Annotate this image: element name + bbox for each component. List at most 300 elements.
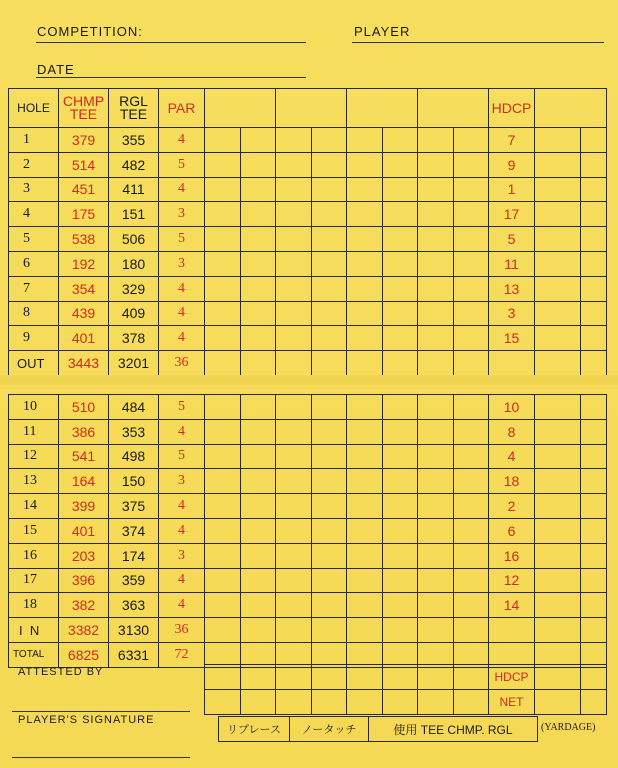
score-cell[interactable] bbox=[418, 395, 454, 420]
net-score-cell[interactable] bbox=[347, 689, 383, 714]
score-cell[interactable] bbox=[581, 351, 607, 376]
score-cell[interactable] bbox=[581, 419, 607, 444]
rgl-tee-header: RGL TEE bbox=[109, 89, 159, 128]
score-cell[interactable] bbox=[205, 419, 241, 444]
score-cell[interactable] bbox=[454, 593, 489, 618]
score-cell[interactable] bbox=[535, 618, 581, 643]
score-cell[interactable] bbox=[312, 227, 347, 252]
score-cell[interactable] bbox=[276, 202, 312, 227]
score-cell[interactable] bbox=[205, 301, 241, 326]
score-cell[interactable] bbox=[535, 128, 581, 153]
score-cell[interactable] bbox=[276, 395, 312, 420]
score-cell[interactable] bbox=[383, 202, 418, 227]
score-cell[interactable] bbox=[383, 276, 418, 301]
score-cell[interactable] bbox=[535, 469, 581, 494]
score-cell[interactable] bbox=[312, 251, 347, 276]
score-cell[interactable] bbox=[454, 152, 489, 177]
rgl-yardage: 378 bbox=[109, 326, 159, 351]
score-cell[interactable] bbox=[241, 618, 276, 643]
hole-number: 13 bbox=[9, 469, 59, 494]
score-cell[interactable] bbox=[205, 395, 241, 420]
score-cell[interactable] bbox=[276, 301, 312, 326]
score-cell[interactable] bbox=[418, 593, 454, 618]
score-cell[interactable] bbox=[312, 351, 347, 376]
score-cell[interactable] bbox=[383, 444, 418, 469]
hole-number: 6 bbox=[9, 251, 59, 276]
player-col-5-header[interactable] bbox=[535, 89, 607, 128]
score-cell[interactable] bbox=[205, 276, 241, 301]
score-cell[interactable] bbox=[581, 251, 607, 276]
score-cell[interactable] bbox=[383, 351, 418, 376]
hdcp-value: 7 bbox=[489, 128, 535, 153]
rgl-yardage: 375 bbox=[109, 494, 159, 519]
score-cell[interactable] bbox=[535, 543, 581, 568]
hdcp-value: 9 bbox=[489, 152, 535, 177]
score-cell[interactable] bbox=[418, 227, 454, 252]
score-cell[interactable] bbox=[312, 543, 347, 568]
score-cell[interactable] bbox=[418, 326, 454, 351]
score-cell[interactable] bbox=[276, 351, 312, 376]
score-cell[interactable] bbox=[383, 326, 418, 351]
chmp-yardage: 396 bbox=[59, 568, 109, 593]
score-cell[interactable] bbox=[418, 518, 454, 543]
par-value: 4 bbox=[159, 276, 205, 301]
score-cell[interactable] bbox=[535, 395, 581, 420]
chmp-yardage: 510 bbox=[59, 395, 109, 420]
score-cell[interactable] bbox=[581, 177, 607, 202]
rgl-yardage: 180 bbox=[109, 251, 159, 276]
score-cell[interactable] bbox=[241, 152, 276, 177]
score-cell[interactable] bbox=[454, 128, 489, 153]
score-cell[interactable] bbox=[535, 152, 581, 177]
score-cell[interactable] bbox=[535, 177, 581, 202]
score-cell[interactable] bbox=[581, 469, 607, 494]
score-cell[interactable] bbox=[454, 227, 489, 252]
score-cell[interactable] bbox=[535, 276, 581, 301]
score-cell[interactable] bbox=[241, 177, 276, 202]
score-cell[interactable] bbox=[383, 395, 418, 420]
score-cell[interactable] bbox=[312, 395, 347, 420]
total-label: TOTAL bbox=[9, 642, 59, 667]
net-score-cell[interactable] bbox=[205, 689, 241, 714]
score-cell[interactable] bbox=[276, 543, 312, 568]
score-cell[interactable] bbox=[454, 444, 489, 469]
hole-number: 14 bbox=[9, 494, 59, 519]
rgl-yardage: 174 bbox=[109, 543, 159, 568]
score-cell[interactable] bbox=[312, 568, 347, 593]
par-value: 5 bbox=[159, 444, 205, 469]
out-label: OUT bbox=[9, 351, 59, 376]
net-score-cell[interactable] bbox=[535, 689, 581, 714]
score-cell[interactable] bbox=[312, 301, 347, 326]
score-cell[interactable] bbox=[205, 543, 241, 568]
score-cell[interactable] bbox=[205, 518, 241, 543]
score-cell[interactable] bbox=[241, 444, 276, 469]
chmp-yardage: 175 bbox=[59, 202, 109, 227]
score-cell[interactable] bbox=[535, 326, 581, 351]
score-cell[interactable] bbox=[454, 395, 489, 420]
hdcp-score-cell[interactable] bbox=[347, 665, 383, 690]
hole-row bbox=[9, 419, 607, 444]
score-cell[interactable] bbox=[454, 419, 489, 444]
hdcp-value: 13 bbox=[489, 276, 535, 301]
score-cell[interactable] bbox=[347, 419, 383, 444]
net-score-cell[interactable] bbox=[581, 689, 607, 714]
score-cell[interactable] bbox=[347, 227, 383, 252]
score-cell[interactable] bbox=[347, 395, 383, 420]
score-cell[interactable] bbox=[241, 227, 276, 252]
score-cell[interactable] bbox=[535, 419, 581, 444]
hole-row bbox=[9, 395, 607, 420]
score-cell[interactable] bbox=[205, 227, 241, 252]
out-par: 36 bbox=[159, 351, 205, 376]
score-cell[interactable] bbox=[383, 251, 418, 276]
score-cell[interactable] bbox=[581, 326, 607, 351]
rgl-yardage: 353 bbox=[109, 419, 159, 444]
score-cell[interactable] bbox=[312, 128, 347, 153]
score-cell[interactable] bbox=[581, 202, 607, 227]
score-cell[interactable] bbox=[347, 276, 383, 301]
hole-row bbox=[9, 227, 607, 252]
attested-by-field[interactable] bbox=[12, 711, 190, 712]
score-cell[interactable] bbox=[454, 568, 489, 593]
score-cell[interactable] bbox=[383, 618, 418, 643]
par-header: PAR bbox=[159, 89, 205, 128]
score-cell[interactable] bbox=[454, 469, 489, 494]
score-cell[interactable] bbox=[312, 444, 347, 469]
score-cell[interactable] bbox=[205, 469, 241, 494]
score-cell[interactable] bbox=[205, 128, 241, 153]
hdcp-score-cell[interactable] bbox=[312, 665, 347, 690]
score-cell[interactable] bbox=[205, 494, 241, 519]
score-cell[interactable] bbox=[347, 351, 383, 376]
score-cell[interactable] bbox=[418, 276, 454, 301]
score-cell[interactable] bbox=[418, 251, 454, 276]
score-cell[interactable] bbox=[347, 251, 383, 276]
score-cell[interactable] bbox=[418, 568, 454, 593]
score-cell[interactable] bbox=[312, 419, 347, 444]
score-cell[interactable] bbox=[241, 518, 276, 543]
out-row bbox=[9, 351, 607, 376]
hole-row bbox=[9, 469, 607, 494]
hole-number: 1 bbox=[9, 128, 59, 153]
score-cell[interactable] bbox=[383, 128, 418, 153]
score-cell[interactable] bbox=[383, 419, 418, 444]
score-cell[interactable] bbox=[535, 444, 581, 469]
score-cell[interactable] bbox=[581, 568, 607, 593]
score-cell[interactable] bbox=[241, 568, 276, 593]
score-cell[interactable] bbox=[276, 128, 312, 153]
score-cell[interactable] bbox=[535, 202, 581, 227]
rgl-yardage: 355 bbox=[109, 128, 159, 153]
par-value: 4 bbox=[159, 518, 205, 543]
no-touch-option[interactable]: ノータッチ bbox=[290, 717, 369, 741]
score-cell[interactable] bbox=[276, 568, 312, 593]
score-cell[interactable] bbox=[276, 152, 312, 177]
rgl-yardage: 150 bbox=[109, 469, 159, 494]
rgl-yardage: 498 bbox=[109, 444, 159, 469]
score-cell[interactable] bbox=[241, 494, 276, 519]
score-cell[interactable] bbox=[581, 593, 607, 618]
score-cell[interactable] bbox=[535, 494, 581, 519]
hdcp-value: 18 bbox=[489, 469, 535, 494]
score-cell[interactable] bbox=[312, 593, 347, 618]
hole-row bbox=[9, 202, 607, 227]
score-cell[interactable] bbox=[383, 227, 418, 252]
score-cell[interactable] bbox=[418, 301, 454, 326]
hdcp-score-cell[interactable] bbox=[454, 665, 489, 690]
player-col-1-header[interactable] bbox=[205, 89, 276, 128]
chmp-yardage: 382 bbox=[59, 593, 109, 618]
rgl-yardage: 151 bbox=[109, 202, 159, 227]
score-cell[interactable] bbox=[241, 419, 276, 444]
score-cell[interactable] bbox=[418, 543, 454, 568]
rgl-yardage: 482 bbox=[109, 152, 159, 177]
chmp-tee-header: CHMP TEE bbox=[59, 89, 109, 128]
net-score-cell[interactable] bbox=[454, 689, 489, 714]
chmp-yardage: 386 bbox=[59, 419, 109, 444]
net-score-cell[interactable] bbox=[418, 689, 454, 714]
in-label: I N bbox=[9, 618, 59, 643]
score-cell[interactable] bbox=[383, 518, 418, 543]
score-cell[interactable] bbox=[241, 326, 276, 351]
score-cell[interactable] bbox=[581, 518, 607, 543]
score-cell[interactable] bbox=[454, 494, 489, 519]
score-cell[interactable] bbox=[347, 469, 383, 494]
score-cell[interactable] bbox=[241, 128, 276, 153]
score-cell[interactable] bbox=[454, 251, 489, 276]
score-cell[interactable] bbox=[418, 351, 454, 376]
score-cell[interactable] bbox=[312, 326, 347, 351]
score-cell[interactable] bbox=[383, 494, 418, 519]
score-cell[interactable] bbox=[276, 518, 312, 543]
score-cell[interactable] bbox=[276, 469, 312, 494]
score-cell[interactable] bbox=[205, 618, 241, 643]
score-cell[interactable] bbox=[276, 227, 312, 252]
rgl-yardage: 484 bbox=[109, 395, 159, 420]
score-cell[interactable] bbox=[383, 152, 418, 177]
score-cell[interactable] bbox=[383, 469, 418, 494]
score-cell[interactable] bbox=[347, 177, 383, 202]
options-box bbox=[218, 716, 538, 742]
score-cell[interactable] bbox=[535, 518, 581, 543]
score-cell[interactable] bbox=[276, 251, 312, 276]
score-cell[interactable] bbox=[205, 444, 241, 469]
score-cell[interactable] bbox=[581, 543, 607, 568]
score-cell[interactable] bbox=[241, 202, 276, 227]
score-cell[interactable] bbox=[535, 251, 581, 276]
hdcp-score-cell[interactable] bbox=[241, 665, 276, 690]
score-cell[interactable] bbox=[418, 469, 454, 494]
score-cell[interactable] bbox=[535, 568, 581, 593]
hdcp-value: 11 bbox=[489, 251, 535, 276]
hole-row bbox=[9, 543, 607, 568]
player-col-2-header[interactable] bbox=[276, 89, 347, 128]
hdcp-value: 4 bbox=[489, 444, 535, 469]
hole-row bbox=[9, 494, 607, 519]
score-cell[interactable] bbox=[454, 301, 489, 326]
score-cell[interactable] bbox=[383, 593, 418, 618]
score-cell[interactable] bbox=[276, 494, 312, 519]
net-score-cell[interactable] bbox=[276, 689, 312, 714]
score-cell[interactable] bbox=[418, 128, 454, 153]
out-rgl: 3201 bbox=[109, 351, 159, 376]
hdcp-score-cell[interactable] bbox=[581, 665, 607, 690]
player-col-3-header[interactable] bbox=[347, 89, 418, 128]
par-value: 3 bbox=[159, 543, 205, 568]
score-cell[interactable] bbox=[347, 152, 383, 177]
score-cell[interactable] bbox=[205, 326, 241, 351]
score-cell[interactable] bbox=[241, 351, 276, 376]
score-cell[interactable] bbox=[383, 301, 418, 326]
score-cell[interactable] bbox=[454, 326, 489, 351]
hole-row bbox=[9, 301, 607, 326]
score-cell[interactable] bbox=[205, 351, 241, 376]
chmp-yardage: 514 bbox=[59, 152, 109, 177]
score-cell[interactable] bbox=[276, 419, 312, 444]
score-cell[interactable] bbox=[581, 618, 607, 643]
score-cell[interactable] bbox=[383, 568, 418, 593]
tee-used-option[interactable]: 使用 TEE CHMP. RGL bbox=[393, 722, 513, 737]
hole-number: 5 bbox=[9, 227, 59, 252]
score-cell[interactable] bbox=[535, 301, 581, 326]
chmp-yardage: 538 bbox=[59, 227, 109, 252]
score-cell[interactable] bbox=[347, 593, 383, 618]
score-cell[interactable] bbox=[276, 618, 312, 643]
score-cell[interactable] bbox=[535, 351, 581, 376]
hdcp-score-cell[interactable] bbox=[535, 665, 581, 690]
score-cell[interactable] bbox=[454, 202, 489, 227]
total-par: 72 bbox=[159, 642, 205, 667]
score-cell[interactable] bbox=[205, 202, 241, 227]
score-cell[interactable] bbox=[454, 518, 489, 543]
score-cell[interactable] bbox=[241, 395, 276, 420]
score-cell[interactable] bbox=[581, 395, 607, 420]
score-cell[interactable] bbox=[276, 326, 312, 351]
hdcp-score-cell[interactable] bbox=[383, 665, 418, 690]
hdcp-score-cell[interactable] bbox=[205, 665, 241, 690]
score-cell[interactable] bbox=[347, 494, 383, 519]
hdcp-value: 16 bbox=[489, 543, 535, 568]
score-cell[interactable] bbox=[312, 494, 347, 519]
score-cell[interactable] bbox=[241, 301, 276, 326]
score-cell[interactable] bbox=[205, 593, 241, 618]
score-cell[interactable] bbox=[418, 202, 454, 227]
score-cell[interactable] bbox=[312, 518, 347, 543]
score-cell[interactable] bbox=[276, 444, 312, 469]
player-col-4-header[interactable] bbox=[418, 89, 489, 128]
score-cell[interactable] bbox=[205, 568, 241, 593]
score-cell[interactable] bbox=[454, 177, 489, 202]
score-cell[interactable] bbox=[347, 301, 383, 326]
score-cell[interactable] bbox=[535, 227, 581, 252]
hdcp-value: 10 bbox=[489, 395, 535, 420]
score-cell[interactable] bbox=[241, 469, 276, 494]
score-cell[interactable] bbox=[347, 444, 383, 469]
chmp-yardage: 401 bbox=[59, 326, 109, 351]
hole-header: HOLE bbox=[9, 89, 59, 128]
score-cell[interactable] bbox=[581, 152, 607, 177]
par-value: 5 bbox=[159, 227, 205, 252]
score-cell[interactable] bbox=[347, 518, 383, 543]
score-cell[interactable] bbox=[347, 543, 383, 568]
hdcp-score-cell[interactable] bbox=[276, 665, 312, 690]
score-cell[interactable] bbox=[205, 251, 241, 276]
score-cell[interactable] bbox=[276, 593, 312, 618]
date-field[interactable] bbox=[36, 77, 306, 78]
score-cell[interactable] bbox=[418, 177, 454, 202]
score-cell[interactable] bbox=[241, 251, 276, 276]
score-cell[interactable] bbox=[241, 543, 276, 568]
net-score-cell[interactable] bbox=[383, 689, 418, 714]
chmp-yardage: 451 bbox=[59, 177, 109, 202]
score-cell[interactable] bbox=[276, 276, 312, 301]
score-cell[interactable] bbox=[454, 351, 489, 376]
par-value: 3 bbox=[159, 469, 205, 494]
score-cell[interactable] bbox=[418, 444, 454, 469]
score-cell[interactable] bbox=[581, 227, 607, 252]
hdcp-header: HDCP bbox=[489, 89, 535, 128]
score-cell[interactable] bbox=[347, 618, 383, 643]
score-cell[interactable] bbox=[312, 276, 347, 301]
score-cell[interactable] bbox=[312, 618, 347, 643]
out-chmp: 3443 bbox=[59, 351, 109, 376]
hole-row bbox=[9, 251, 607, 276]
score-cell[interactable] bbox=[454, 276, 489, 301]
score-cell[interactable] bbox=[347, 128, 383, 153]
score-cell[interactable] bbox=[454, 618, 489, 643]
competition-field[interactable] bbox=[36, 42, 306, 43]
total-chmp: 6825 bbox=[59, 642, 109, 667]
score-cell[interactable] bbox=[312, 469, 347, 494]
net-score-cell[interactable] bbox=[241, 689, 276, 714]
hole-number: 3 bbox=[9, 177, 59, 202]
score-cell[interactable] bbox=[454, 543, 489, 568]
score-cell[interactable] bbox=[347, 568, 383, 593]
score-cell[interactable] bbox=[383, 543, 418, 568]
score-cell[interactable] bbox=[205, 152, 241, 177]
score-cell[interactable] bbox=[312, 177, 347, 202]
score-cell[interactable] bbox=[581, 128, 607, 153]
hole-row bbox=[9, 568, 607, 593]
hdcp-value: 12 bbox=[489, 568, 535, 593]
score-cell[interactable] bbox=[241, 593, 276, 618]
score-cell[interactable] bbox=[418, 494, 454, 519]
score-cell[interactable] bbox=[418, 618, 454, 643]
hole-row bbox=[9, 276, 607, 301]
score-cell[interactable] bbox=[535, 593, 581, 618]
player-field[interactable] bbox=[352, 42, 604, 43]
score-cell[interactable] bbox=[418, 419, 454, 444]
net-score-cell[interactable] bbox=[312, 689, 347, 714]
score-cell[interactable] bbox=[383, 177, 418, 202]
players-signature-field[interactable] bbox=[12, 757, 190, 758]
score-cell[interactable] bbox=[312, 202, 347, 227]
score-cell[interactable] bbox=[347, 202, 383, 227]
score-cell[interactable] bbox=[581, 301, 607, 326]
score-cell[interactable] bbox=[241, 276, 276, 301]
hdcp-score-cell[interactable] bbox=[418, 665, 454, 690]
score-cell[interactable] bbox=[347, 326, 383, 351]
score-cell[interactable] bbox=[312, 152, 347, 177]
score-cell[interactable] bbox=[205, 177, 241, 202]
score-cell[interactable] bbox=[276, 177, 312, 202]
score-cell[interactable] bbox=[581, 494, 607, 519]
score-cell[interactable] bbox=[581, 276, 607, 301]
score-cell[interactable] bbox=[418, 152, 454, 177]
score-cell[interactable] bbox=[581, 444, 607, 469]
replace-option[interactable]: リプレース bbox=[219, 717, 290, 741]
